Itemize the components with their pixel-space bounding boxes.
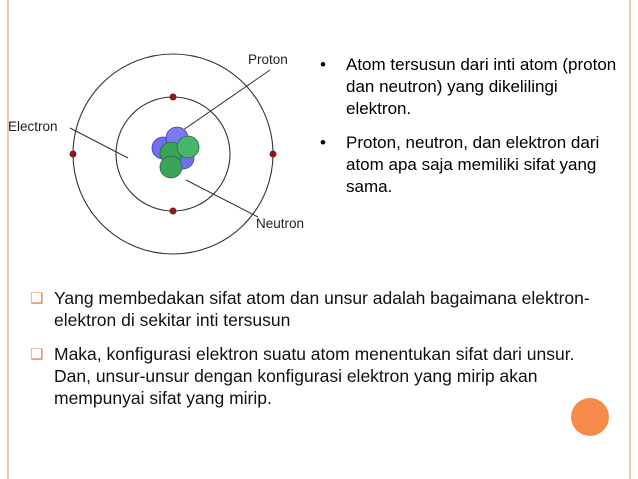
list-item bbox=[318, 54, 618, 120]
electron-pointer bbox=[70, 128, 128, 158]
electron-label: Electron bbox=[8, 119, 58, 134]
slide-right-border bbox=[629, 0, 631, 479]
decorative-circle bbox=[571, 398, 609, 436]
electron-right bbox=[270, 151, 277, 158]
list-item-text: Proton, neutron, dan elektron dari atom apa saja memiliki sifat yang sama. bbox=[346, 133, 600, 196]
electron-left bbox=[70, 151, 77, 158]
neutron-particle bbox=[177, 136, 199, 158]
neutron-pointer bbox=[186, 180, 258, 217]
list-item bbox=[318, 132, 618, 198]
hollow-square-bullet-icon: ❑ bbox=[30, 346, 44, 363]
neutron-particle bbox=[160, 156, 182, 178]
list-item-text: Yang membedakan sifat atom dan unsur adalah bagaimana elektron-elektron di sekitar inti tersusun bbox=[54, 288, 590, 330]
list-item bbox=[30, 343, 590, 409]
proton-pointer bbox=[176, 70, 270, 135]
atom-diagram bbox=[0, 30, 330, 260]
list-item bbox=[30, 287, 590, 331]
bullet-dot: • bbox=[320, 133, 326, 152]
electron-top bbox=[170, 94, 177, 101]
electron-bottom bbox=[170, 208, 177, 215]
list-item-text: Atom tersusun dari inti atom (proton dan neutron) yang dikelilingi elektron. bbox=[346, 55, 617, 118]
hollow-square-bullet-icon: ❑ bbox=[30, 290, 44, 307]
bullet-dot: • bbox=[320, 55, 326, 74]
atom-facts-list bbox=[318, 54, 618, 210]
list-item-text: Maka, konfigurasi elektron suatu atom menentukan sifat dari unsur. Dan, unsur-unsur dengan konfigurasi elektron yang mirip akan mempunyai sifat yang mirip. bbox=[54, 344, 575, 408]
proton-label: Proton bbox=[248, 52, 288, 67]
neutron-label: Neutron bbox=[256, 216, 305, 231]
main-bullet-list bbox=[30, 287, 590, 421]
